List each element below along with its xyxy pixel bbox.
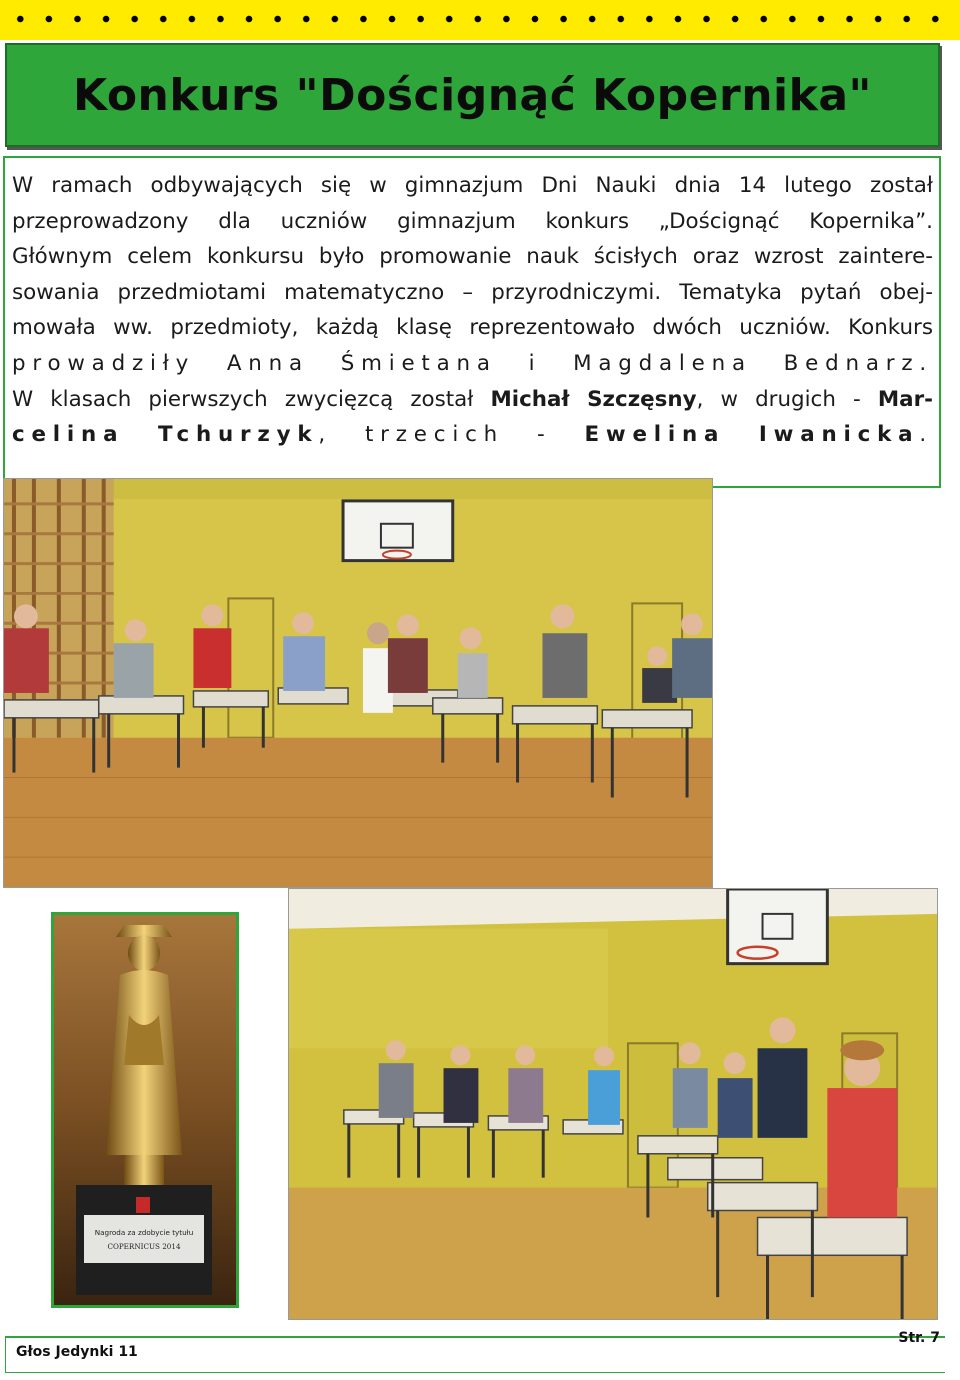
article-line: mowała ww. przedmioty, każdą klasę reprezentowało dwóch uczniów. Konkurs — [12, 315, 933, 341]
article-line: sowania przedmiotami matematyczno – przyrodniczymi. Tematyka pytań obej- — [12, 279, 933, 305]
text-fragment: , w drugich - — [696, 386, 878, 412]
title-banner — [5, 43, 940, 147]
article-line — [12, 382, 933, 418]
footer-publication: Głos Jedynki 11 — [16, 1344, 138, 1360]
text-fragment: W klasach pierwszych zwycięzcą został — [12, 386, 491, 412]
article-line — [12, 417, 933, 453]
trophy-photo — [51, 912, 239, 1308]
article-line: Głównym celem konkursu było promowanie nauk ścisłych oraz wzrost zaintere- — [12, 244, 933, 270]
trophy-plaque-text: Nagroda za zdobycie tytułu — [94, 1228, 194, 1237]
winner-third-class: Ewelina Iwanicka — [584, 422, 920, 448]
winner-second-class-part: Mar- — [877, 386, 933, 412]
article-text — [12, 168, 933, 453]
article-line: W ramach odbywających się w gimnazjum Dni Nauki dnia 14 lutego został — [12, 173, 933, 198]
article-box — [3, 156, 941, 488]
contestants-photo — [288, 888, 938, 1320]
footer-page-number: Str. 7 — [898, 1330, 940, 1346]
trophy-plaque-text: COPERNICUS 2014 — [107, 1242, 181, 1251]
text-fragment: , trzecich - — [318, 422, 585, 448]
header-strip — [0, 0, 960, 40]
contest-photo-gym — [3, 478, 713, 888]
decorative-dots — [0, 14, 960, 24]
winner-second-class-part: celina Tchurzyk — [12, 422, 319, 448]
text-fragment: . — [919, 422, 933, 448]
page-title: Konkurs "Doścignąć Kopernika" — [73, 69, 872, 121]
winner-first-class: Michał Szczęsny — [490, 386, 697, 412]
article-line: przeprowadzony dla uczniów gimnazjum konkurs „Doścignąć Kopernika”. — [12, 208, 933, 234]
footer-rule — [5, 1336, 945, 1373]
article-line: prowadziły Anna Śmietana i Magdalena Bednarz. — [12, 350, 933, 376]
